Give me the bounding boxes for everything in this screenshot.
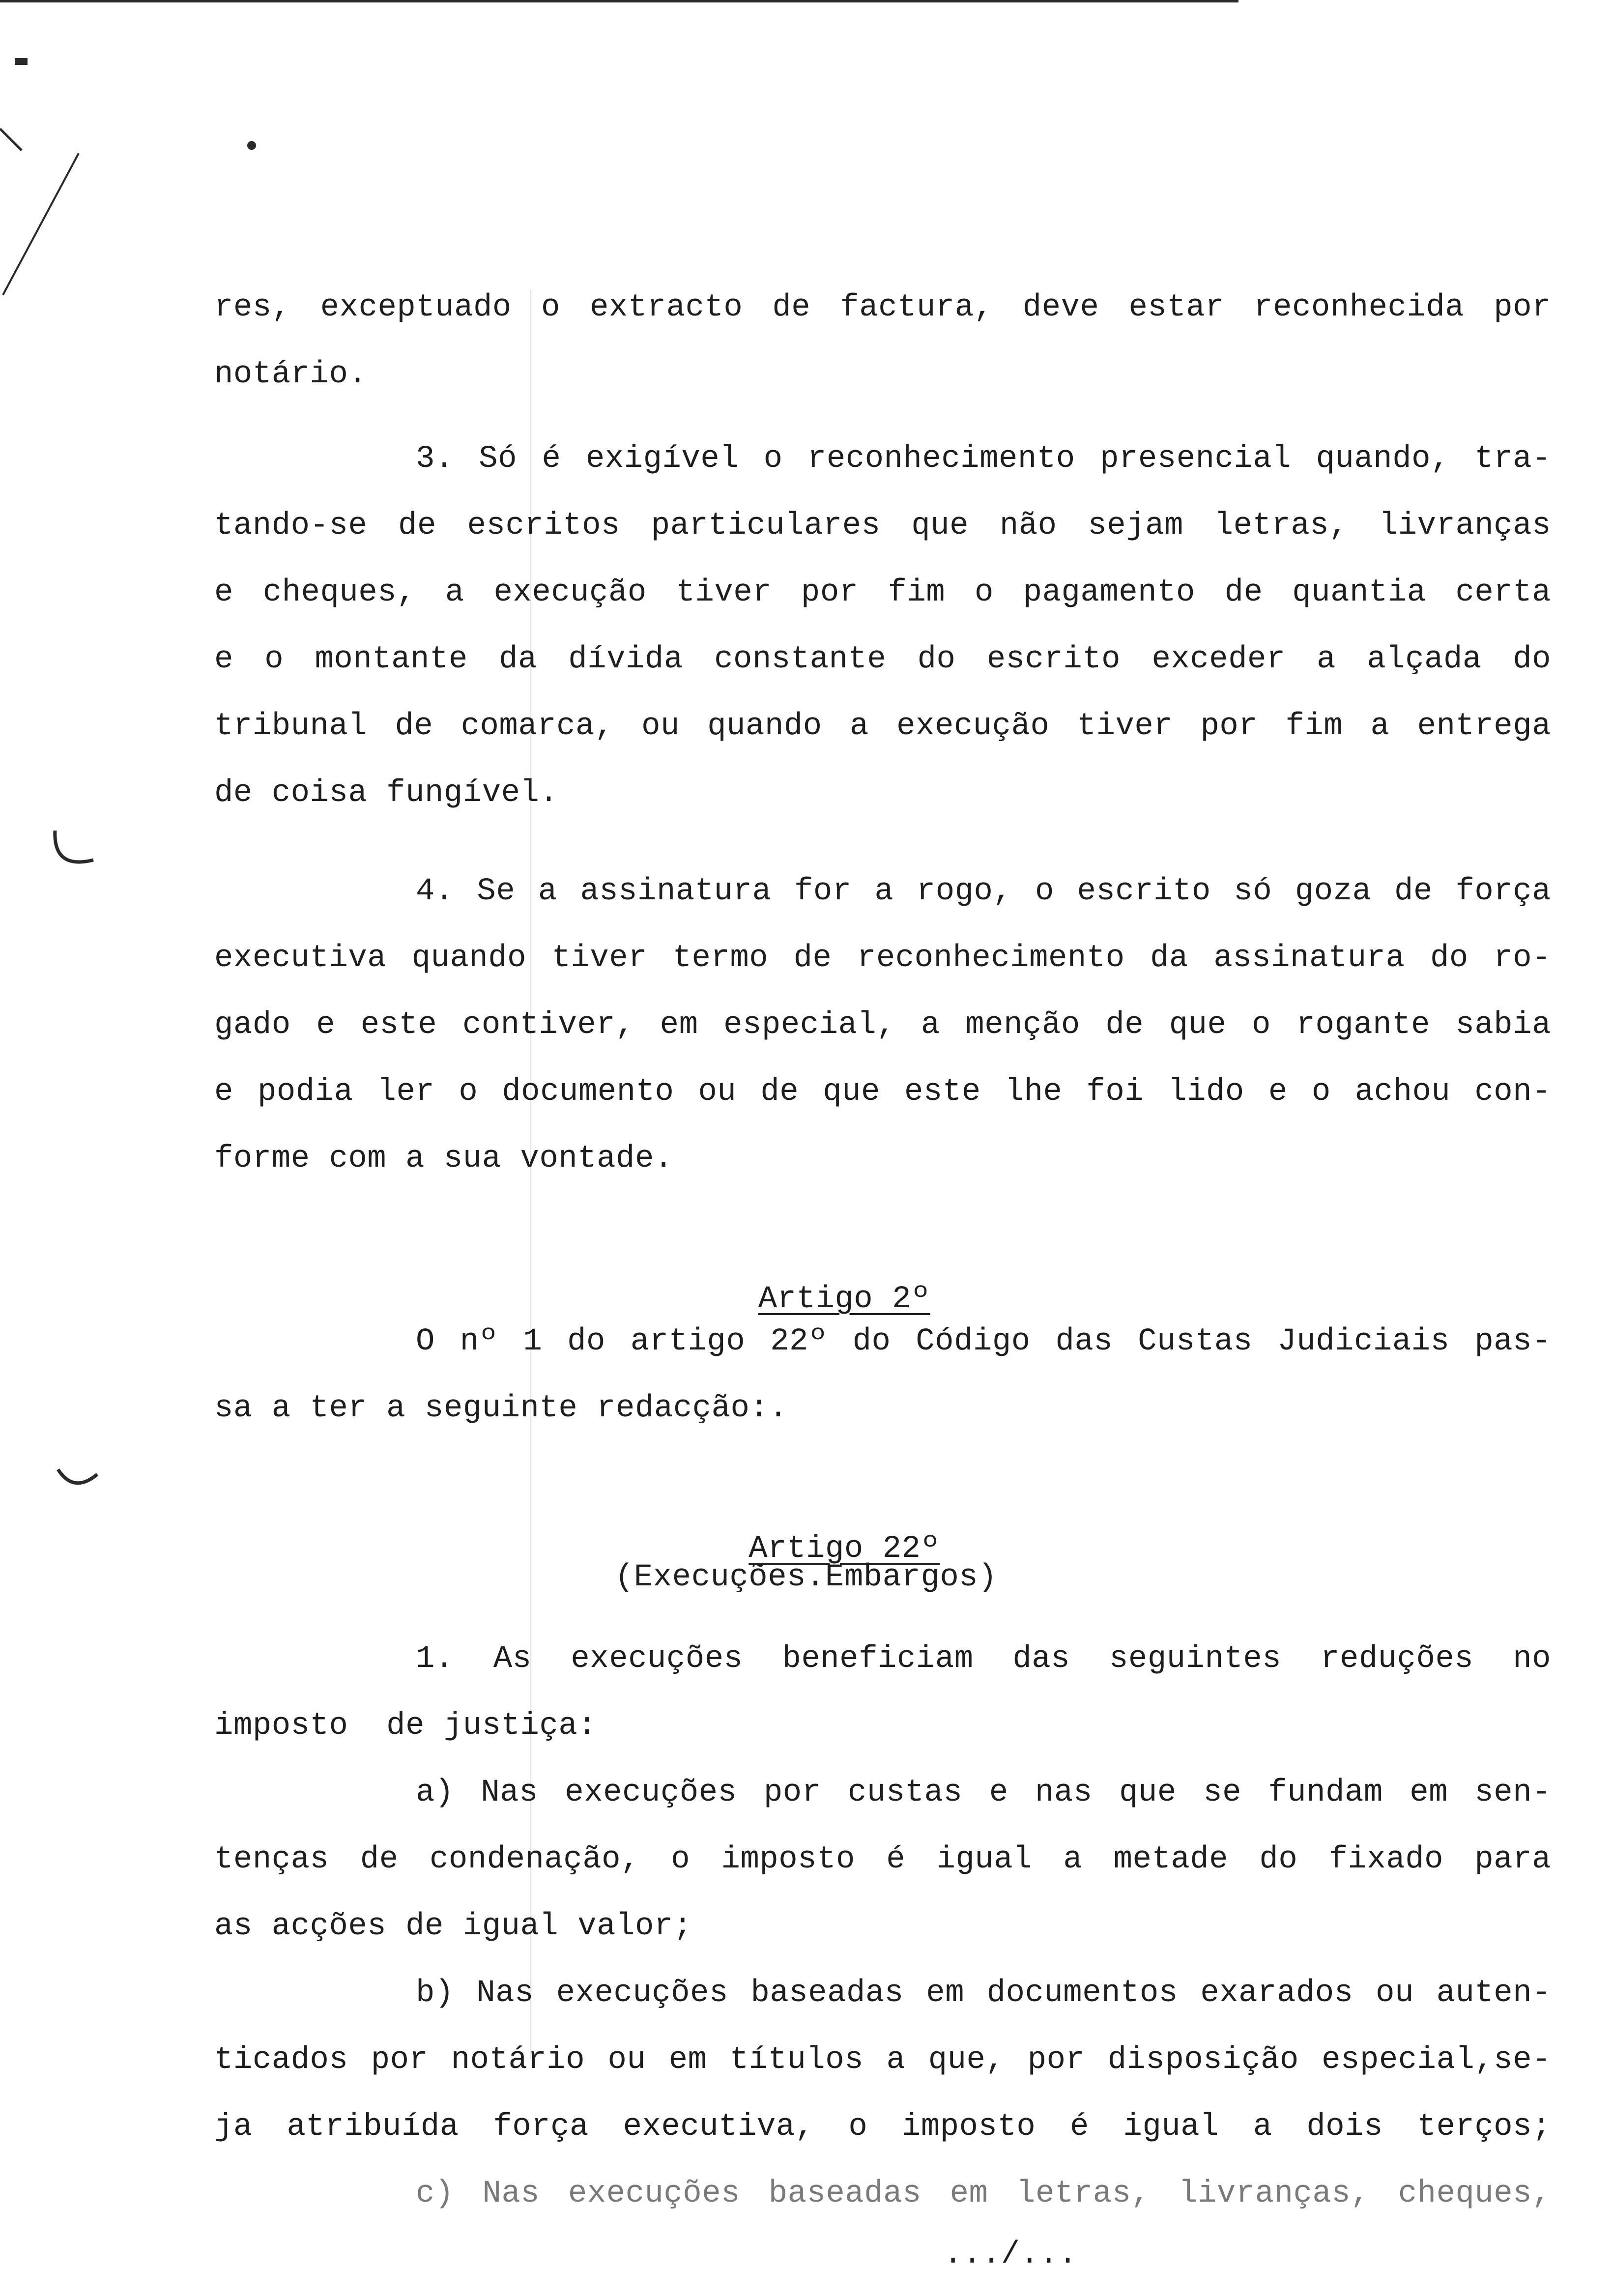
text-line: O nº 1 do artigo 22º do Código das Custas Judiciais pas- xyxy=(416,1324,1551,1359)
text-line: tenças de condenação, o imposto é igual a metade do fixado para xyxy=(214,1842,1551,1877)
text-line: ja atribuída força executiva, o imposto é igual a dois terços; xyxy=(214,2109,1551,2145)
continuation-mark: .../... xyxy=(944,2237,1078,2272)
text-line: sa a ter a seguinte redacção:. xyxy=(214,1391,788,1426)
text-line: as acções de igual valor; xyxy=(214,1909,692,1944)
text-line: tribunal de comarca, ou quando a execução tiver por fim a entrega xyxy=(214,709,1551,744)
article-subtitle: (Execuções.Embargos) xyxy=(614,1560,998,1595)
text-line: e podia ler o documento ou de que este lhe foi lido e o achou con- xyxy=(214,1074,1551,1110)
text-line: b) Nas execuções baseadas em documentos exarados ou auten- xyxy=(416,1976,1551,2011)
text-line: imposto de justiça: xyxy=(214,1708,597,1744)
text-line: 1. As execuções beneficiam das seguintes reduções no xyxy=(416,1641,1551,1677)
text-line: res, exceptuado o extracto de factura, deve estar reconhecida por xyxy=(214,290,1551,325)
text-line: 3. Só é exigível o reconhecimento presencial quando, tra- xyxy=(416,441,1551,477)
text-line: c) Nas execuções baseadas em letras, livranças, cheques, xyxy=(416,2176,1551,2211)
text-line: e o montante da dívida constante do escrito exceder a alçada do xyxy=(214,642,1551,677)
text-line: a) Nas execuções por custas e nas que se fundam em sen- xyxy=(416,1775,1551,1810)
heading-text: Artigo 2º xyxy=(758,1282,930,1317)
text-line: tando-se de escritos particulares que não sejam letras, livranças xyxy=(214,508,1551,544)
text-line: ticados por notário ou em títulos a que, por disposição especial,se- xyxy=(214,2042,1551,2078)
text-line: notário. xyxy=(214,357,368,392)
text-line: de coisa fungível. xyxy=(214,775,559,811)
text-line: executiva quando tiver termo de reconhecimento da assinatura do ro- xyxy=(214,941,1551,976)
heading-text: Artigo 22º xyxy=(748,1531,940,1567)
text-line: e cheques, a execução tiver por fim o pagamento de quantia certa xyxy=(214,575,1551,610)
text-line: 4. Se a assinatura for a rogo, o escrito só goza de força xyxy=(416,874,1551,909)
text-line: gado e este contiver, em especial, a menção de que o rogante sabia xyxy=(214,1007,1551,1043)
text-line: forme com a sua vontade. xyxy=(214,1141,673,1177)
